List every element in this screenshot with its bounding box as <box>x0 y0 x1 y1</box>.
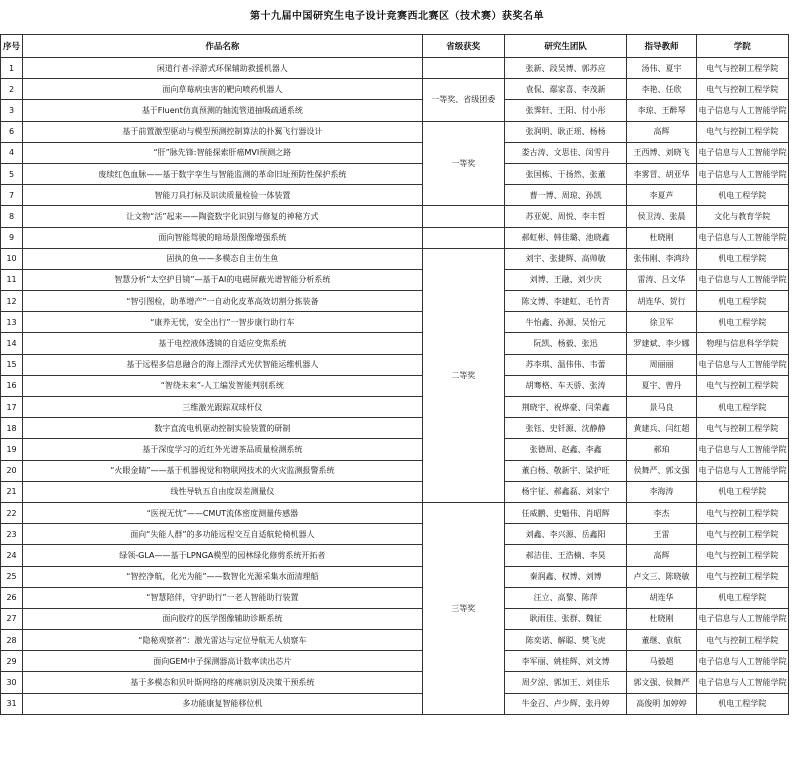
cell-team: 曹一博、周琼、孙凯 <box>504 185 626 206</box>
cell-school: 电气与控制工程学院 <box>696 79 788 100</box>
cell-team: 袁侃、鄢家喜、李茂新 <box>504 79 626 100</box>
table-row <box>1 672 789 693</box>
cell-team: 董白杨、敬新宇、梁护旺 <box>504 460 626 481</box>
cell-teacher: 黄建兵、闫红超 <box>627 418 696 439</box>
cell-no: 4 <box>1 142 23 163</box>
cell-school: 机电工程学院 <box>696 291 788 312</box>
table-row <box>1 524 789 545</box>
cell-no: 19 <box>1 439 23 460</box>
cell-team: 张润明、耿正瑶、杨杨 <box>504 121 626 142</box>
table-row <box>1 163 789 184</box>
cell-name: “康养无忧，安全出行”一智步康行助行车 <box>23 312 423 333</box>
cell-award-empty <box>422 227 504 248</box>
cell-team: 张国栋、于扬然、张董 <box>504 163 626 184</box>
cell-team: 刘博、王融、刘少庆 <box>504 269 626 290</box>
table-row <box>1 79 789 100</box>
table-row <box>1 291 789 312</box>
cell-name: 废续红色血脉——基于数字孪生与智能监测的革命旧址预防性保护系统 <box>23 163 423 184</box>
cell-name: 让文物“活”起来——陶瓷数字化识别与修复的神秘方式 <box>23 206 423 227</box>
cell-no: 8 <box>1 206 23 227</box>
cell-name: “智慧陪伴，守护助行”一老人智能助行装置 <box>23 587 423 608</box>
cell-name: 三维激光跟踪双球杆仪 <box>23 397 423 418</box>
cell-school: 电气与控制工程学院 <box>696 502 788 523</box>
cell-team: 苏亚妮、周悦、李丰哲 <box>504 206 626 227</box>
cell-teacher: 杜晓刚 <box>627 608 696 629</box>
cell-no: 18 <box>1 418 23 439</box>
cell-teacher: 马毅超 <box>627 651 696 672</box>
cell-teacher: 高俊明 加婷婷 <box>627 693 696 714</box>
cell-award-empty <box>422 58 504 79</box>
table-row <box>1 630 789 651</box>
cell-no: 1 <box>1 58 23 79</box>
cell-name: 基于前置激型驱动与模型预测控制算法的扑翼飞行器设计 <box>23 121 423 142</box>
page-title: 第十九届中国研究生电子设计竞赛西北赛区（技术赛）获奖名单 <box>250 11 544 22</box>
cell-teacher: 卢文三、陈晓敏 <box>627 566 696 587</box>
cell-team: 娄古涛、文思佳、闵雪丹 <box>504 142 626 163</box>
cell-name: 智能刀具打标及识读质量检验一体装置 <box>23 185 423 206</box>
table-row <box>1 269 789 290</box>
header-teacher: 指导教师 <box>627 35 696 58</box>
cell-team: 刘宇、张捷辉、高帅敏 <box>504 248 626 269</box>
table-row <box>1 397 789 418</box>
table-row <box>1 481 789 502</box>
cell-name: 数字直流电机驱动控制实验装置的研制 <box>23 418 423 439</box>
table-row <box>1 693 789 714</box>
cell-team: 张霁轩、王阳、付小彤 <box>504 100 626 121</box>
cell-name: 智慧分析“太空护目镜”—基于AI的电磁屏蔽光谱智能分析系统 <box>23 269 423 290</box>
cell-team: 阮凯、杨毅、张迅 <box>504 333 626 354</box>
cell-school: 机电工程学院 <box>696 397 788 418</box>
cell-name: “智控净航，化光为能”——数智化光源采集水面清理船 <box>23 566 423 587</box>
table-row <box>1 460 789 481</box>
cell-school: 电子信息与人工智能学院 <box>696 354 788 375</box>
table-row <box>1 608 789 629</box>
table-row <box>1 545 789 566</box>
cell-teacher: 李雾冒、胡亚华 <box>627 163 696 184</box>
cell-no: 17 <box>1 397 23 418</box>
cell-school: 电气与控制工程学院 <box>696 566 788 587</box>
award-table <box>0 34 789 715</box>
table-body <box>1 58 789 715</box>
cell-teacher: 李艳、任欣 <box>627 79 696 100</box>
cell-name: 线性导轨五自由度误差测量仪 <box>23 481 423 502</box>
cell-team: 李军丽、姚桂辉、刘文博 <box>504 651 626 672</box>
cell-no: 2 <box>1 79 23 100</box>
table-row <box>1 354 789 375</box>
cell-school: 机电工程学院 <box>696 693 788 714</box>
table-row <box>1 333 789 354</box>
cell-school: 机电工程学院 <box>696 248 788 269</box>
header-name: 作品名称 <box>23 35 423 58</box>
cell-team: 郝虹彬、韩佳璐、池晓鑫 <box>504 227 626 248</box>
cell-name: 基于多模态和贝叶斯网络的疼痛识别及决策干预系统 <box>23 672 423 693</box>
cell-teacher: 王雷 <box>627 524 696 545</box>
cell-team: 陈文博、李建虹、毛竹青 <box>504 291 626 312</box>
cell-name: 基于深度学习的近红外光谱茶品质量检测系统 <box>23 439 423 460</box>
header-team: 研究生团队 <box>504 35 626 58</box>
cell-team: 牛金召、卢少辉、张丹婷 <box>504 693 626 714</box>
cell-no: 15 <box>1 354 23 375</box>
cell-team: 陈奕诺、解聪、樊飞虎 <box>504 630 626 651</box>
cell-teacher: 汤伟、夏宇 <box>627 58 696 79</box>
cell-teacher: 侯舞严、郭文强 <box>627 460 696 481</box>
cell-no: 3 <box>1 100 23 121</box>
cell-name: 固执的鱼——多模态自主仿生鱼 <box>23 248 423 269</box>
cell-school: 机电工程学院 <box>696 587 788 608</box>
cell-no: 26 <box>1 587 23 608</box>
cell-name: “肝”脉先锋:智能探索肝癌MVI预测之路 <box>23 142 423 163</box>
table-row <box>1 312 789 333</box>
cell-school: 电子信息与人工智能学院 <box>696 460 788 481</box>
cell-no: 12 <box>1 291 23 312</box>
cell-no: 25 <box>1 566 23 587</box>
cell-school: 电子信息与人工智能学院 <box>696 608 788 629</box>
cell-teacher: 胡连华、贺行 <box>627 291 696 312</box>
header-award: 省级获奖 <box>422 35 504 58</box>
cell-school: 电气与控制工程学院 <box>696 524 788 545</box>
cell-name: 面向智能驾驶的暗场景图像增强系统 <box>23 227 423 248</box>
cell-school: 电子信息与人工智能学院 <box>696 672 788 693</box>
cell-name: “医视无忧”——CMUT流体密度测量传感器 <box>23 502 423 523</box>
cell-teacher: 罗建斌、李少娜 <box>627 333 696 354</box>
cell-school: 电子信息与人工智能学院 <box>696 100 788 121</box>
table-row <box>1 587 789 608</box>
cell-name: “智绕未来”-人工编发智能判别系统 <box>23 375 423 396</box>
header-school: 学院 <box>696 35 788 58</box>
table-row <box>1 439 789 460</box>
cell-no: 31 <box>1 693 23 714</box>
cell-team: 张新、段吴博、郭苏应 <box>504 58 626 79</box>
cell-no: 13 <box>1 312 23 333</box>
cell-no: 27 <box>1 608 23 629</box>
cell-team: 郝洁佳、王浩楠、李昊 <box>504 545 626 566</box>
cell-team: 任威鹏、史魁伟、肖昭辉 <box>504 502 626 523</box>
cell-team: 张德周、赵鑫、李鑫 <box>504 439 626 460</box>
cell-team: 汪立、高黎、陈萍 <box>504 587 626 608</box>
cell-school: 物理与信息科学学院 <box>696 333 788 354</box>
cell-school: 电气与控制工程学院 <box>696 121 788 142</box>
cell-no: 28 <box>1 630 23 651</box>
cell-name: 闲道行者-浮游式环保辅助救援机器人 <box>23 58 423 79</box>
table-row <box>1 185 789 206</box>
cell-school: 电子信息与人工智能学院 <box>696 142 788 163</box>
cell-teacher: 高辉 <box>627 545 696 566</box>
cell-team: 牛怡鑫、孙源、吴怡元 <box>504 312 626 333</box>
cell-award-empty <box>422 206 504 227</box>
cell-team: 秦润鑫、权博、刘博 <box>504 566 626 587</box>
cell-no: 6 <box>1 121 23 142</box>
header-no: 序号 <box>1 35 23 58</box>
cell-name: 面向“失能人群”的多功能远程交互自适航轮椅机器人 <box>23 524 423 545</box>
cell-team: 苏李琪、温伟伟、韦蕾 <box>504 354 626 375</box>
cell-teacher: 李琼、王醉琴 <box>627 100 696 121</box>
cell-school: 电气与控制工程学院 <box>696 630 788 651</box>
cell-award: 二等奖 <box>422 248 504 502</box>
cell-no: 5 <box>1 163 23 184</box>
cell-name: “智引图检，助革增产”一自动化皮革高效切割分拣装备 <box>23 291 423 312</box>
cell-teacher: 李杰 <box>627 502 696 523</box>
cell-team: 荆晓宇、祝烨豪、闫荣鑫 <box>504 397 626 418</box>
table-row <box>1 142 789 163</box>
cell-school: 电气与控制工程学院 <box>696 58 788 79</box>
cell-teacher: 董继、袁航 <box>627 630 696 651</box>
cell-teacher: 景马良 <box>627 397 696 418</box>
table-row <box>1 375 789 396</box>
table-row <box>1 227 789 248</box>
cell-school: 机电工程学院 <box>696 481 788 502</box>
cell-school: 电子信息与人工智能学院 <box>696 163 788 184</box>
cell-no: 24 <box>1 545 23 566</box>
cell-name: 面向胶疗的医学图像辅助诊断系统 <box>23 608 423 629</box>
cell-name: 面向GEM中子探测器高计数率读出芯片 <box>23 651 423 672</box>
cell-name: 基于远程多信息融合的海上漂浮式光伏智能运维机器人 <box>23 354 423 375</box>
cell-school: 文化与教育学院 <box>696 206 788 227</box>
cell-school: 电子信息与人工智能学院 <box>696 269 788 290</box>
table-row <box>1 566 789 587</box>
cell-team: 胡骞格、车天骄、张涛 <box>504 375 626 396</box>
cell-no: 30 <box>1 672 23 693</box>
cell-teacher: 王西博、刘晓飞 <box>627 142 696 163</box>
cell-no: 20 <box>1 460 23 481</box>
cell-team: 张钰、史钎源、沈静静 <box>504 418 626 439</box>
cell-no: 10 <box>1 248 23 269</box>
cell-teacher: 郝珀 <box>627 439 696 460</box>
cell-teacher: 李海涛 <box>627 481 696 502</box>
table-row <box>1 58 789 79</box>
table-row <box>1 206 789 227</box>
cell-no: 21 <box>1 481 23 502</box>
cell-school: 电气与控制工程学院 <box>696 418 788 439</box>
cell-name: “隐秘观察者”：激光雷达与定位导航无人侦察车 <box>23 630 423 651</box>
cell-name: “火眼金睛”——基于机器视觉和物联网技术的火灾监测报警系统 <box>23 460 423 481</box>
cell-teacher: 郭文强、侯舞严 <box>627 672 696 693</box>
cell-award: 三等奖 <box>422 502 504 714</box>
cell-teacher: 夏宇、曾丹 <box>627 375 696 396</box>
cell-teacher: 雷涛、吕文华 <box>627 269 696 290</box>
table-row <box>1 100 789 121</box>
cell-no: 16 <box>1 375 23 396</box>
cell-name: 基于Fluent仿真预测的轴流管道抽吸疏通系统 <box>23 100 423 121</box>
table-header-row <box>1 35 789 58</box>
cell-teacher: 徐卫军 <box>627 312 696 333</box>
table-row <box>1 502 789 523</box>
cell-school: 电气与控制工程学院 <box>696 545 788 566</box>
cell-teacher: 高辉 <box>627 121 696 142</box>
cell-school: 电子信息与人工智能学院 <box>696 439 788 460</box>
cell-school: 机电工程学院 <box>696 312 788 333</box>
cell-award: 一等奖 <box>422 121 504 206</box>
cell-no: 9 <box>1 227 23 248</box>
cell-name: 基于电控液体透镜的自适应变焦系统 <box>23 333 423 354</box>
cell-school: 电子信息与人工智能学院 <box>696 227 788 248</box>
cell-no: 11 <box>1 269 23 290</box>
cell-name: 绿领-GLA——基于LPNGA模型的园林绿化修剪系统开拓者 <box>23 545 423 566</box>
cell-school: 电子信息与人工智能学院 <box>696 651 788 672</box>
cell-no: 29 <box>1 651 23 672</box>
cell-teacher: 张伟刚、李鸿玲 <box>627 248 696 269</box>
cell-team: 耿雨佳、张群、魏征 <box>504 608 626 629</box>
cell-teacher: 胡连华 <box>627 587 696 608</box>
cell-school: 电气与控制工程学院 <box>696 375 788 396</box>
table-row <box>1 121 789 142</box>
table-row <box>1 248 789 269</box>
cell-award: 一等奖、省级团委 <box>422 79 504 121</box>
cell-name: 面向草莓病虫害的靶向喷药机器人 <box>23 79 423 100</box>
cell-no: 7 <box>1 185 23 206</box>
cell-teacher: 周丽丽 <box>627 354 696 375</box>
cell-teacher: 杜晓刚 <box>627 227 696 248</box>
cell-team: 周夕涼、郭加王、刘佳乐 <box>504 672 626 693</box>
cell-teacher: 李夏芦 <box>627 185 696 206</box>
cell-name: 多功能康复智能移位机 <box>23 693 423 714</box>
table-row <box>1 651 789 672</box>
cell-team: 杨宇征、郝鑫磊、刘家宁 <box>504 481 626 502</box>
table-row <box>1 418 789 439</box>
cell-no: 14 <box>1 333 23 354</box>
cell-no: 22 <box>1 502 23 523</box>
cell-teacher: 侯卫涛、张晨 <box>627 206 696 227</box>
cell-team: 刘鑫、李兴源、岳鑫阳 <box>504 524 626 545</box>
cell-school: 机电工程学院 <box>696 185 788 206</box>
cell-no: 23 <box>1 524 23 545</box>
